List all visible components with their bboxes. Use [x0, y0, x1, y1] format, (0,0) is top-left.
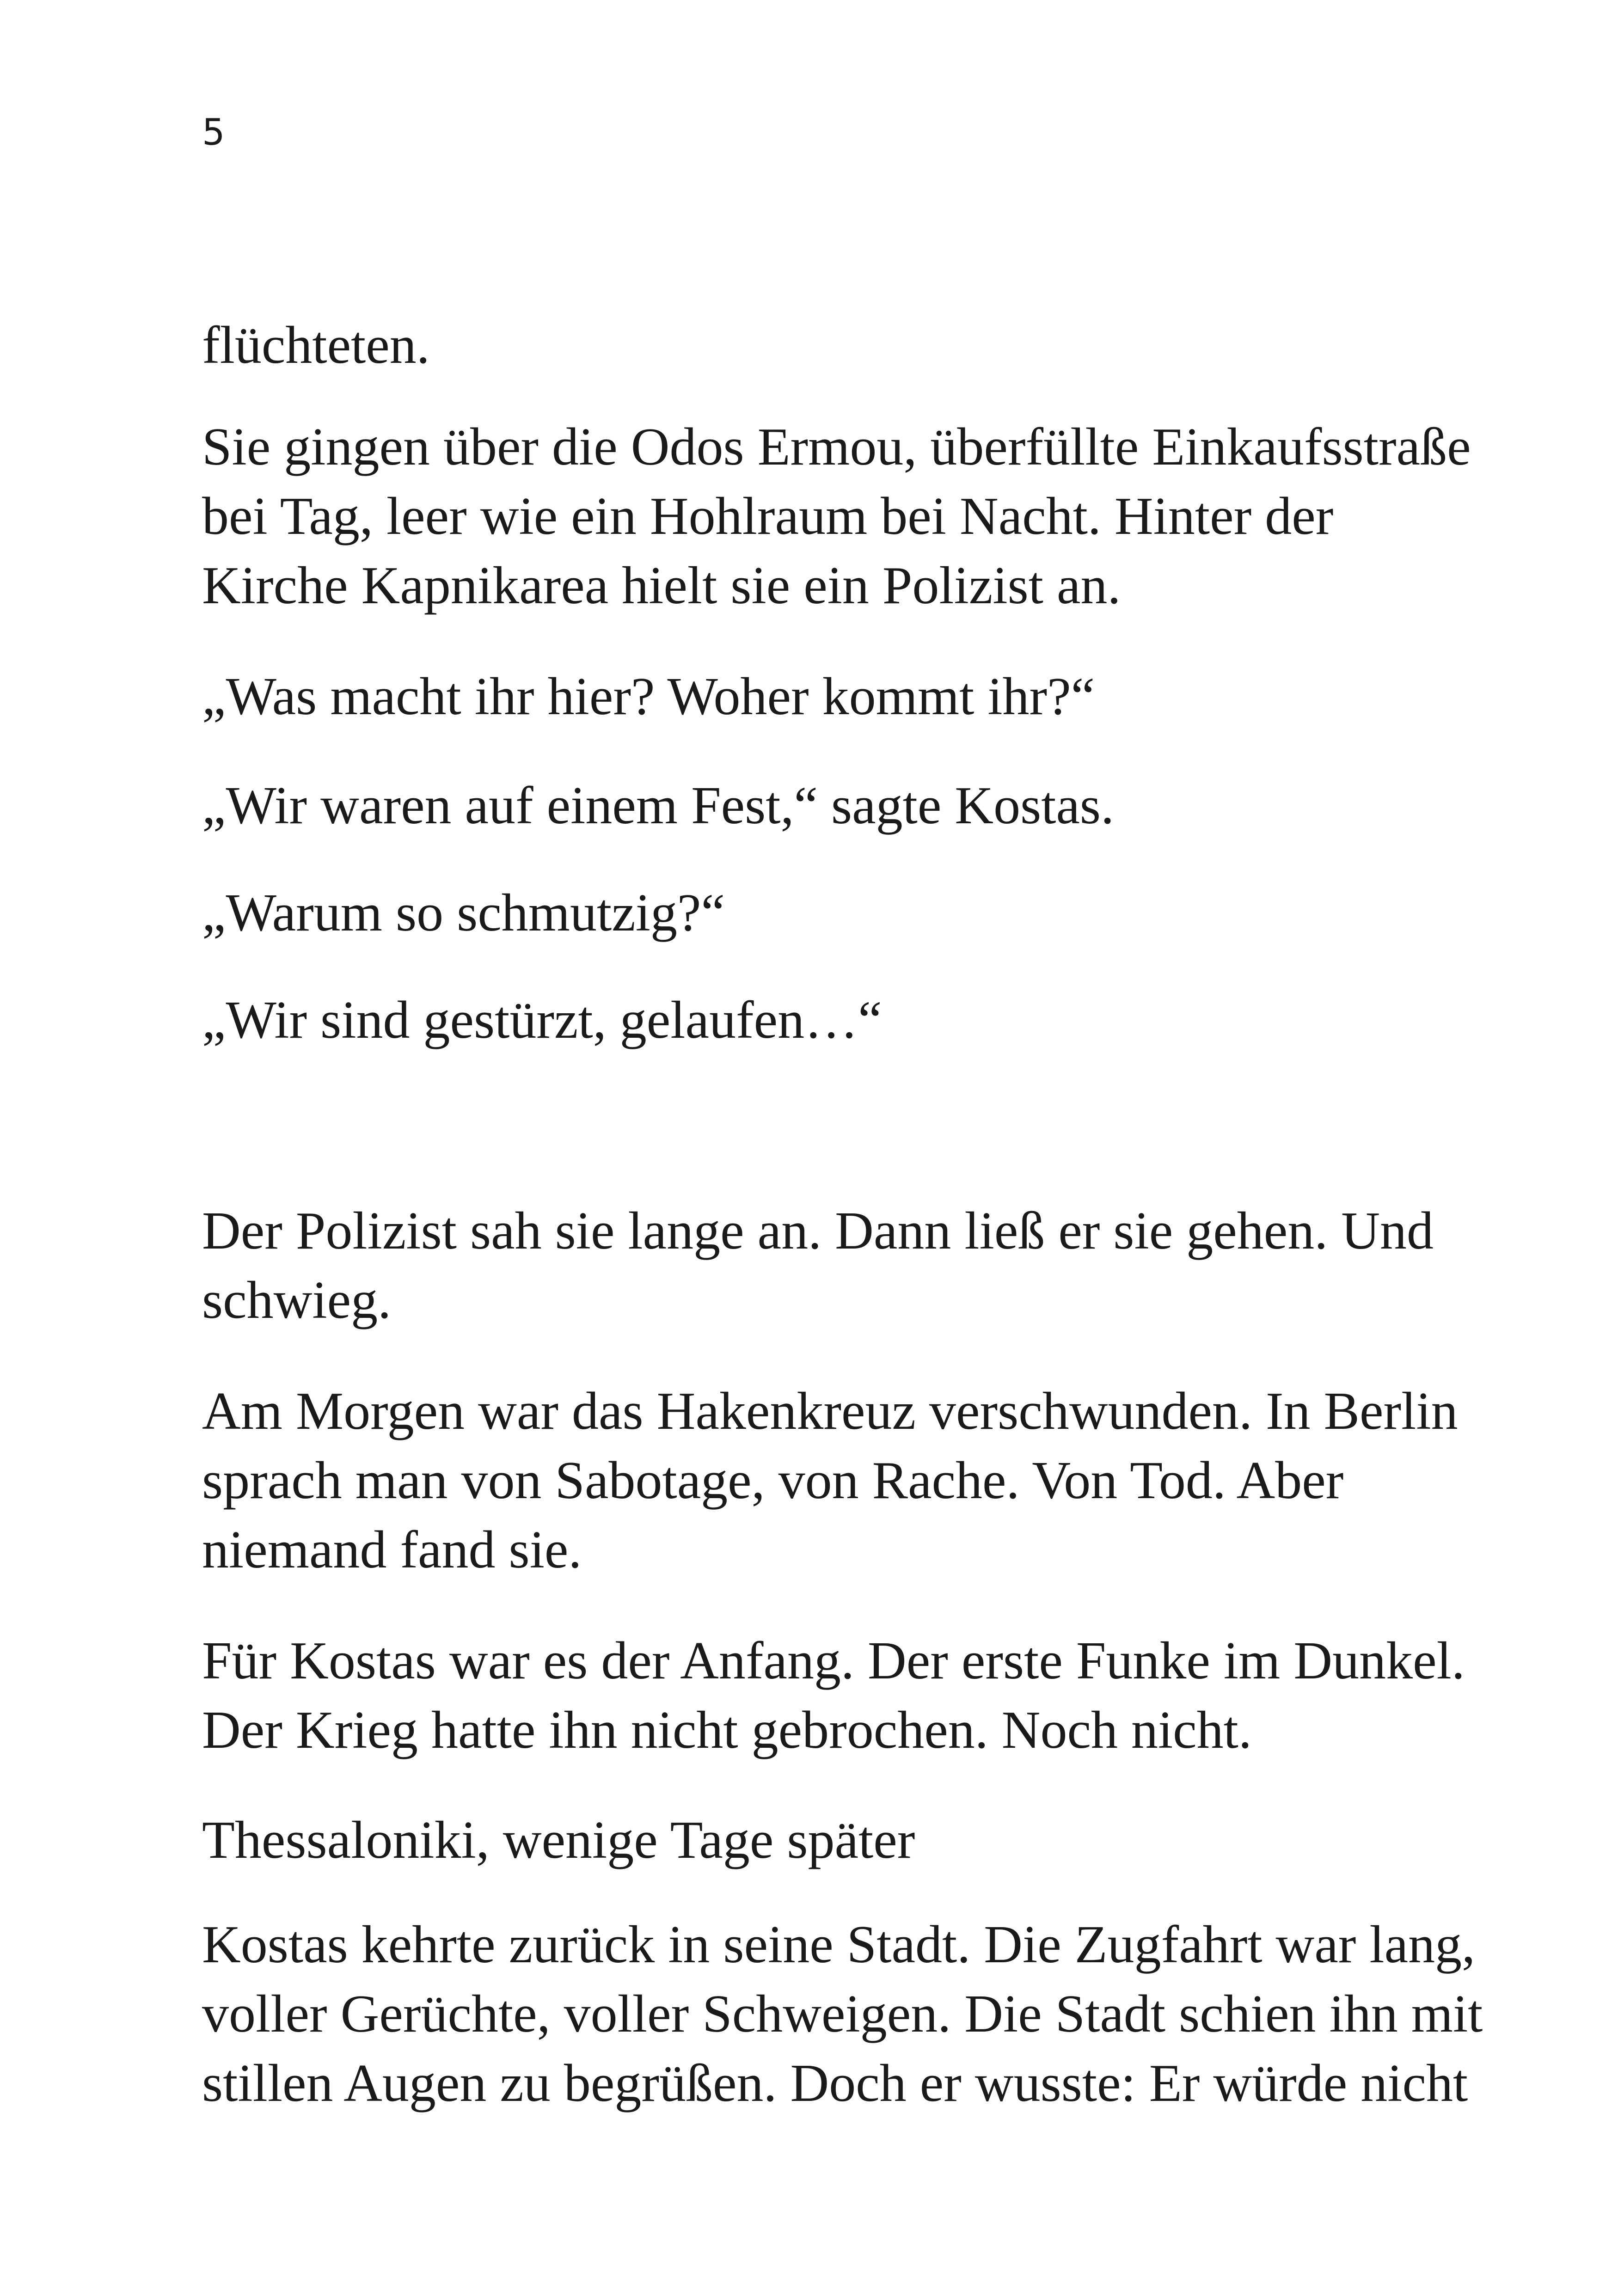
text-line: Der Polizist sah sie lange an. Dann ließ er sie gehen. Und: [202, 1201, 1434, 1261]
paragraph: [202, 1196, 1459, 1335]
text-line: Thessaloniki, wenige Tage später: [202, 1811, 915, 1870]
paragraph: [202, 771, 1459, 840]
text-line: sprach man von Sabotage, von Rache. Von Tod. Aber: [202, 1451, 1344, 1510]
page-number: 5: [202, 112, 225, 153]
text-line: schwieg.: [202, 1271, 392, 1330]
paragraph: [202, 311, 1459, 380]
text-line: Kirche Kapnikarea hielt sie ein Polizist an.: [202, 556, 1121, 615]
paragraph: [202, 878, 1459, 948]
text-line: niemand fand sie.: [202, 1520, 582, 1580]
paragraph: [202, 1377, 1459, 1585]
text-line: Der Krieg hatte ihn nicht gebrochen. Noch nicht.: [202, 1701, 1252, 1760]
paragraph: [202, 412, 1471, 620]
text-line: voller Gerüchte, voller Schweigen. Die Stadt schien ihn mit: [202, 1984, 1483, 2044]
text-line: „Wir waren auf einem Fest,“ sagte Kostas.: [202, 776, 1115, 835]
text-line: Am Morgen war das Hakenkreuz verschwunden. In Berlin: [202, 1382, 1458, 1441]
text-line: stillen Augen zu begrüßen. Doch er wusste: Er würde nicht: [202, 2054, 1468, 2113]
paragraph: [202, 662, 1459, 731]
text-line: Sie gingen über die Odos Ermou, überfüllte Einkaufsstraße: [202, 417, 1471, 477]
text-line: flüchteten.: [202, 316, 430, 375]
paragraph: [202, 1910, 1483, 2118]
text-line: bei Tag, leer wie ein Hohlraum bei Nacht. Hinter der: [202, 487, 1334, 546]
text-line: „Was macht ihr hier? Woher kommt ihr?“: [202, 667, 1095, 726]
paragraph: [202, 1626, 1465, 1765]
text-line: „Warum so schmutzig?“: [202, 883, 725, 943]
text-line: Für Kostas war es der Anfang. Der erste Funke im Dunkel.: [202, 1631, 1465, 1690]
paragraph: [202, 986, 1459, 1055]
paragraph: [202, 1806, 1459, 1875]
text-line: „Wir sind gestürzt, gelaufen…“: [202, 991, 882, 1050]
text-line: Kostas kehrte zurück in seine Stadt. Die Zugfahrt war lang,: [202, 1915, 1476, 1974]
